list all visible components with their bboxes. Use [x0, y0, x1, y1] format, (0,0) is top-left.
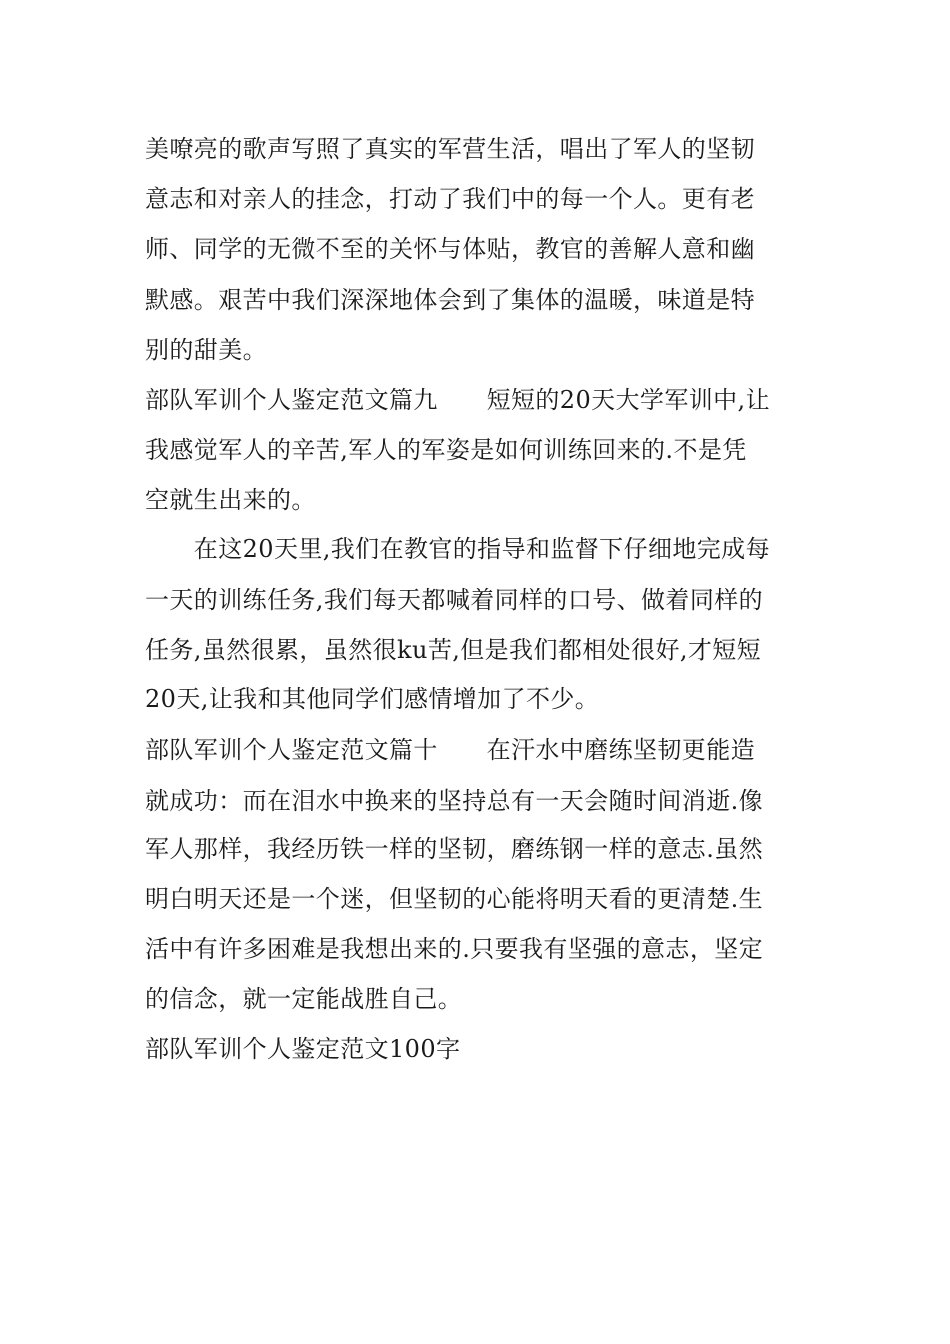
- text-line: 20天,让我和其他同学们感情增加了不少。: [145, 685, 600, 713]
- text-line: 我感觉军人的辛苦,军人的军姿是如何训练回来的.不是凭: [145, 436, 747, 464]
- text-line: 美嘹亮的歌声写照了真实的军营生活，唱出了军人的坚韧: [145, 135, 755, 163]
- section-heading-line: 部队军训个人鉴定范文篇十 在汗水中磨练坚韧更能造: [145, 736, 755, 764]
- text-line: 别的甜美。: [145, 336, 267, 364]
- text-line: 军人那样，我经历铁一样的坚韧，磨练钢一样的意志.虽然: [145, 835, 764, 863]
- text-line: 明白明天还是一个迷，但坚韧的心能将明天看的更清楚.生: [145, 885, 764, 913]
- text-line: 就成功：而在泪水中换来的坚持总有一天会随时间消逝.像: [145, 787, 764, 815]
- text-line: 默感。艰苦中我们深深地体会到了集体的温暖，味道是特: [145, 286, 755, 314]
- text-line: 任务,虽然很累，虽然很ku苦,但是我们都相处很好,才短短: [145, 636, 762, 664]
- text-line: 活中有许多困难是我想出来的.只要我有坚强的意志，坚定: [145, 935, 764, 963]
- text-line: 师、同学的无微不至的关怀与体贴，教官的善解人意和幽: [145, 235, 755, 263]
- section-heading-line: 部队军训个人鉴定范文篇九 短短的20天大学军训中,让: [145, 386, 770, 414]
- text-line: 意志和对亲人的挂念，打动了我们中的每一个人。更有老: [145, 185, 755, 213]
- text-line: 的信念，就一定能战胜自己。: [145, 985, 463, 1013]
- text-line: 空就生出来的。: [145, 486, 316, 514]
- text-line: 一天的训练任务,我们每天都喊着同样的口号、做着同样的: [145, 586, 764, 614]
- section-heading-line: 部队军训个人鉴定范文100字: [145, 1035, 461, 1063]
- paragraph-start-line: 在这20天里,我们在教官的指导和监督下仔细地完成每: [145, 535, 770, 563]
